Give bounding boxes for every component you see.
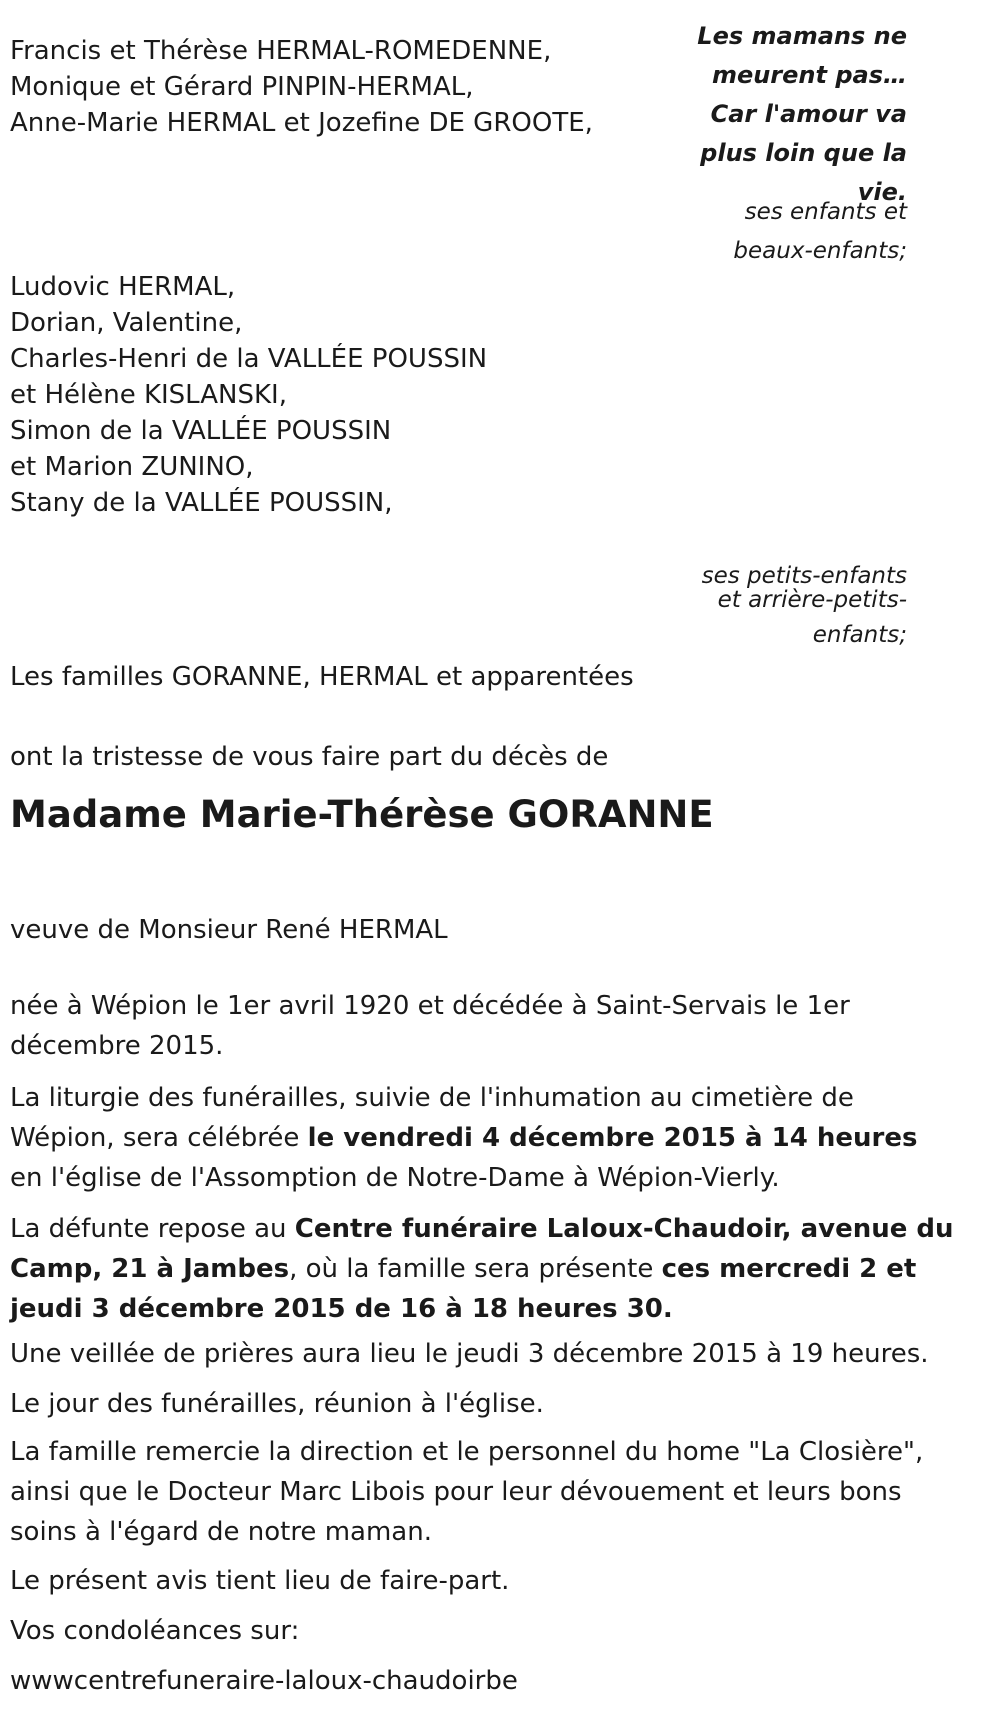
family-line: Anne-Marie HERMAL et Jozefine DE GROOTE, (10, 108, 593, 138)
family-line: Ludovic HERMAL, (10, 272, 236, 302)
quote-line: plus loin que la (700, 139, 907, 167)
thanks-paragraph: La famille remercie la direction et le personnel du home "La Closière", ainsi que le Docteur Marc Libois pour leur dévouement et leurs bons soins à l'égard de notre maman. (10, 1437, 924, 1547)
liturgy-text: en l'église de l'Assomption de Notre-Dame à Wépion-Vierly. (10, 1163, 780, 1193)
notice-line: Le présent avis tient lieu de faire-part. (10, 1566, 510, 1596)
visiting-hours: ces mercredi 2 et jeudi 3 décembre 2015 de 16 à 18 heures 30. (10, 1254, 917, 1324)
relation-line: beaux-enfants; (733, 238, 907, 264)
repose-text: La défunte repose au (10, 1214, 295, 1244)
funeral-center: Centre funéraire Laloux-Chaudoir, avenue du Camp, 21 à Jambes (10, 1214, 954, 1284)
family-line: Simon de la VALLÉE POUSSIN (10, 416, 392, 446)
liturgy-paragraph (10, 1078, 945, 1198)
families-line: Les familles GORANNE, HERMAL et apparentées (10, 662, 634, 692)
family-line: Francis et Thérèse HERMAL-ROMEDENNE, (10, 36, 552, 66)
family-line: Charles-Henri de la VALLÉE POUSSIN (10, 344, 488, 374)
website-link[interactable]: wwwcentrefuneraire-laloux-chaudoirbe (10, 1666, 518, 1696)
relation-line: ses petits-enfants (701, 563, 907, 589)
liturgy-text: La liturgie des funérailles, suivie de l'inhumation au cimetière de Wépion, sera célébrée (10, 1083, 854, 1153)
family-line: Dorian, Valentine, (10, 308, 243, 338)
widow-line: veuve de Monsieur René HERMAL (10, 915, 448, 945)
family-line: et Hélène KISLANSKI, (10, 380, 287, 410)
birth-death-paragraph: née à Wépion le 1er avril 1920 et décédée à Saint-Servais le 1er décembre 2015. (10, 991, 850, 1061)
relation-line: et arrière-petits- (717, 587, 907, 613)
quote-line: Car l'amour va (710, 100, 907, 128)
family-line: et Marion ZUNINO, (10, 452, 254, 482)
memorial-quote (697, 17, 907, 212)
relation-line: ses enfants et (744, 199, 907, 225)
meeting-line: Le jour des funérailles, réunion à l'église. (10, 1389, 544, 1419)
announcement-line: ont la tristesse de vous faire part du décès de (10, 742, 609, 772)
family-line: Stany de la VALLÉE POUSSIN, (10, 488, 393, 518)
vigil-line: Une veillée de prières aura lieu le jeudi 3 décembre 2015 à 19 heures. (10, 1339, 929, 1369)
repose-paragraph (10, 1209, 960, 1329)
relation-children (733, 193, 907, 271)
relation-line: enfants; (812, 622, 907, 648)
condolences-label: Vos condoléances sur: (10, 1616, 300, 1646)
quote-line: vie. (857, 178, 907, 206)
family-line: Monique et Gérard PINPIN-HERMAL, (10, 72, 474, 102)
quote-line: Les mamans ne (697, 22, 907, 50)
relation-grandchildren (702, 564, 907, 655)
repose-text: , où la famille sera présente (289, 1254, 662, 1284)
funeral-date: le vendredi 4 décembre 2015 à 14 heures (307, 1123, 918, 1153)
deceased-name: Madame Marie-Thérèse GORANNE (10, 793, 714, 836)
quote-line: meurent pas… (711, 61, 907, 89)
